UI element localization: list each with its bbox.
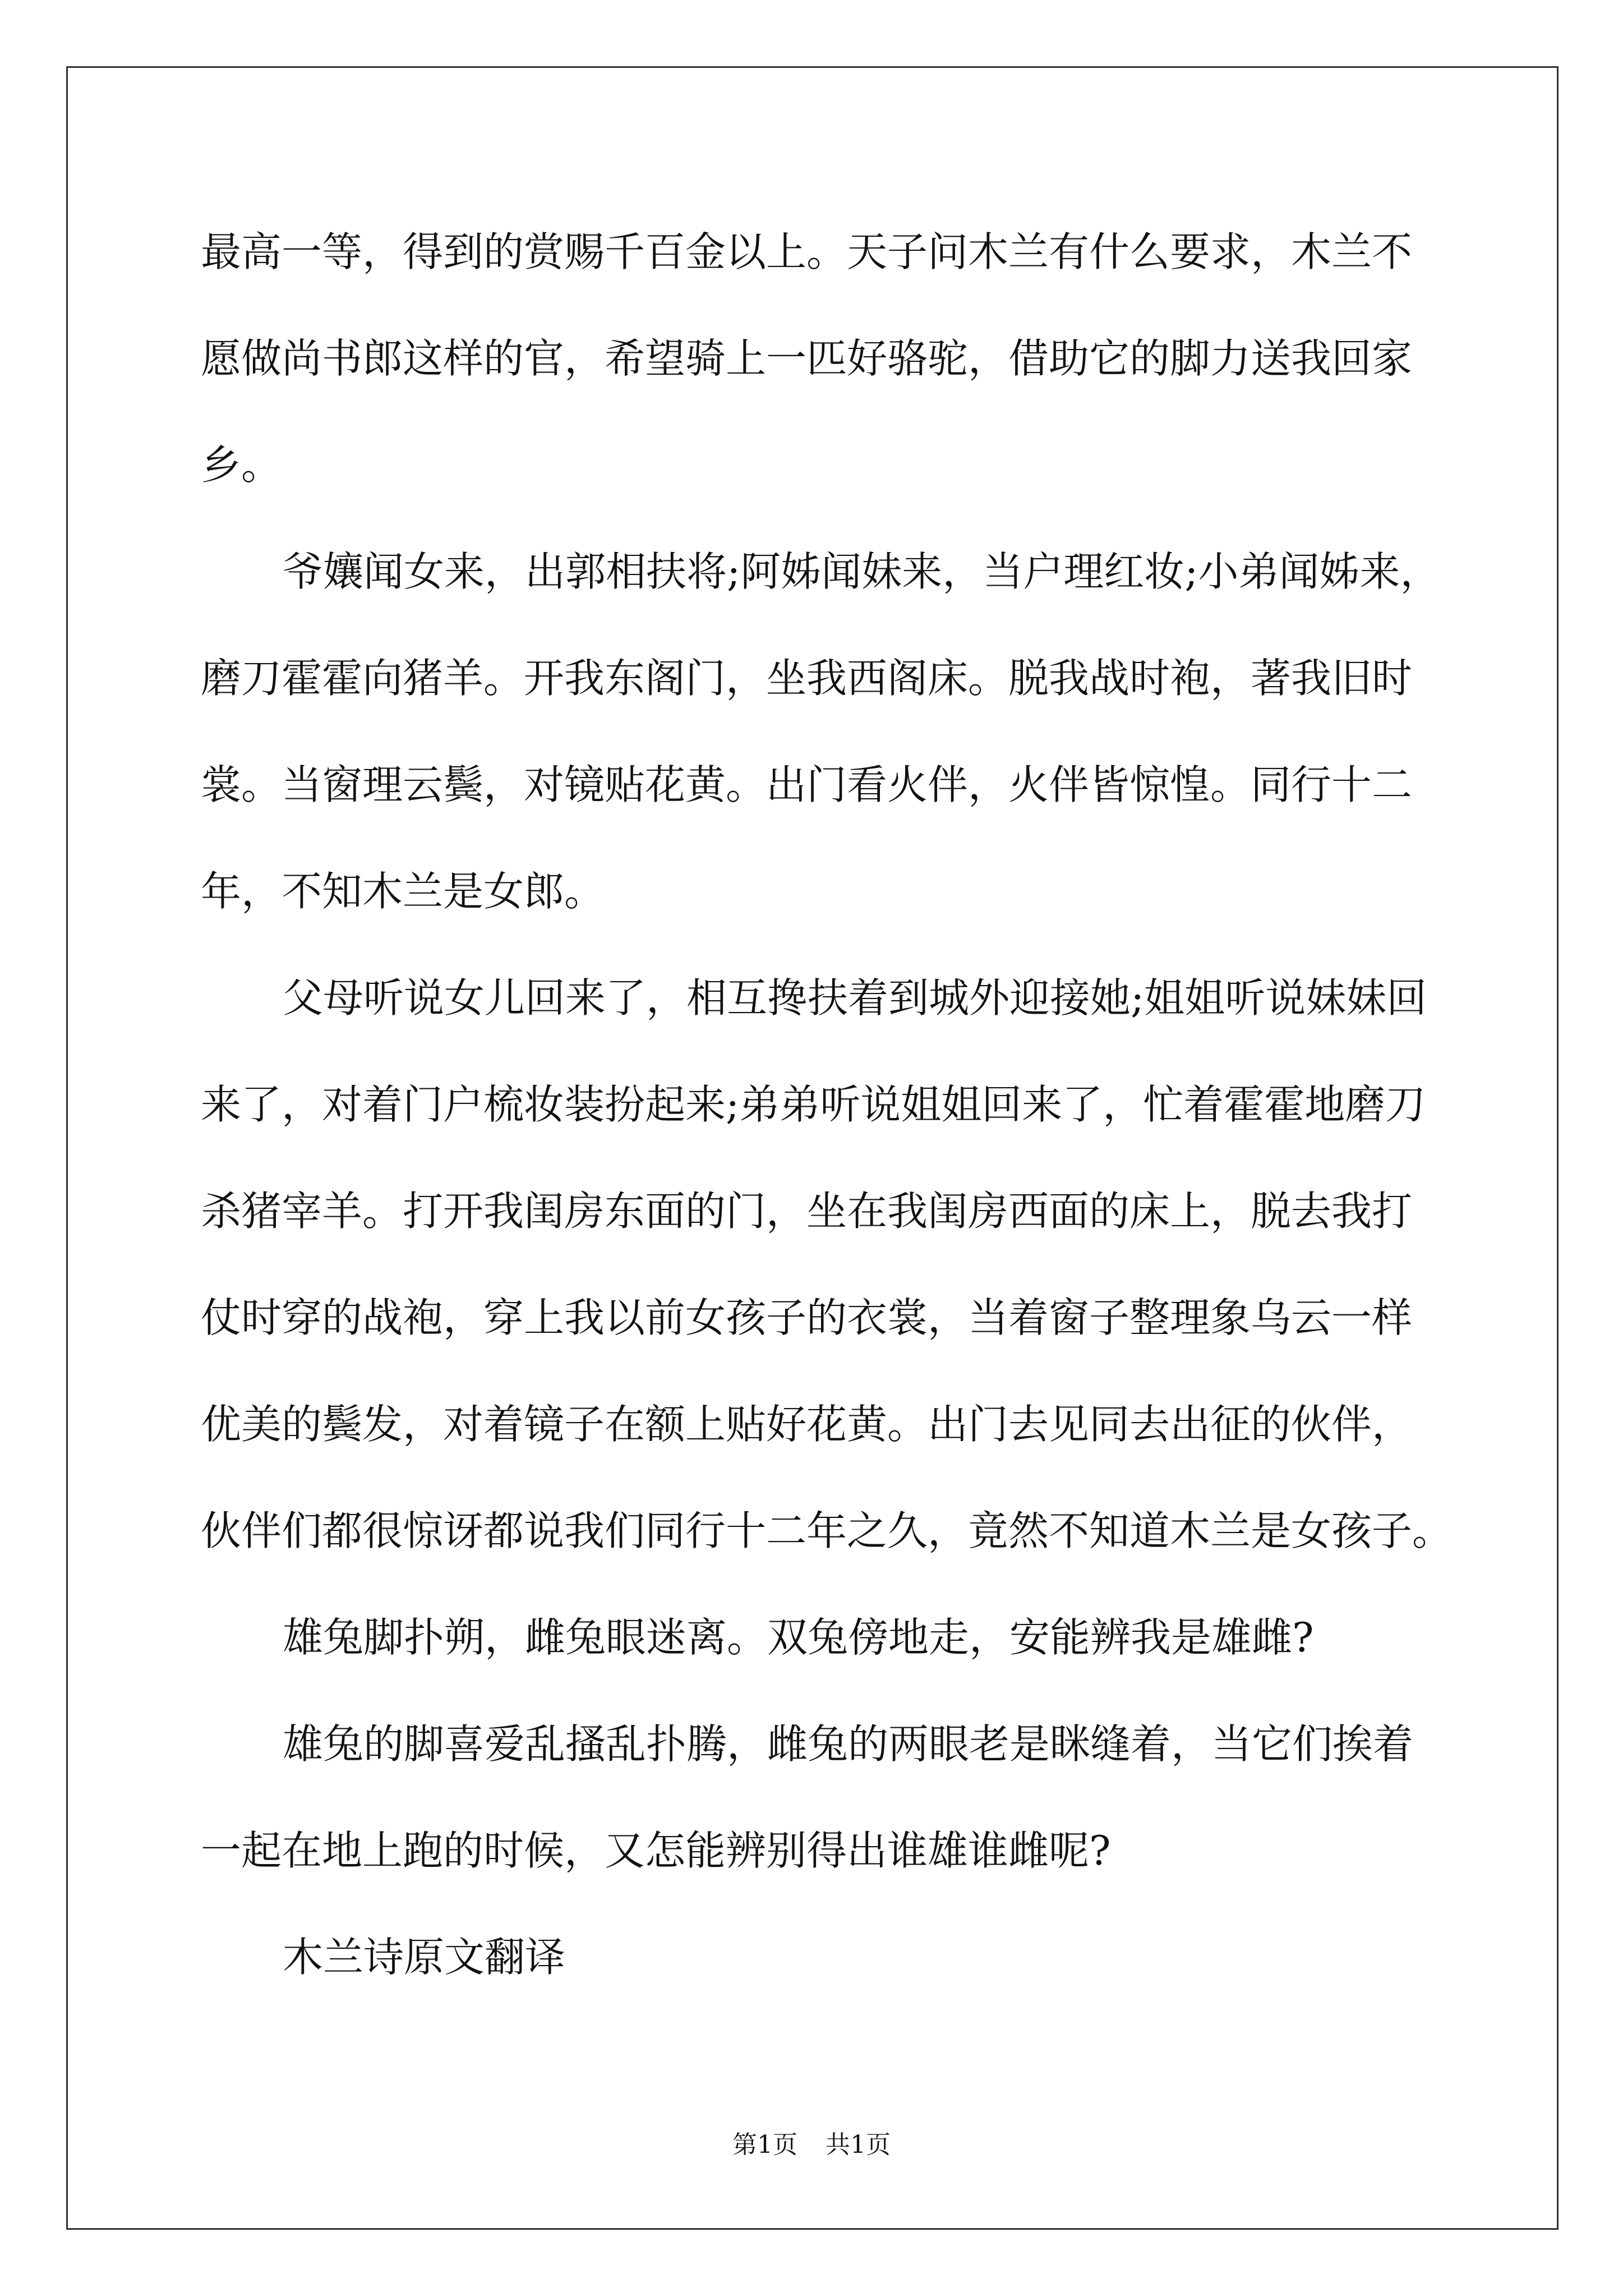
text-line: 杀猪宰羊。打开我闺房东面的门，坐在我闺房西面的床上，脱去我打	[201, 1188, 1413, 1235]
page-total: 共1页	[826, 2131, 891, 2159]
text-line: 最高一等，得到的赏赐千百金以上。天子问木兰有什么要求，木兰不	[201, 228, 1413, 275]
text-line: 仗时穿的战袍，穿上我以前女孩子的衣裳，当着窗子整理象乌云一样	[201, 1294, 1413, 1341]
text-line: 愿做尚书郎这样的官，希望骑上一匹好骆驼，借助它的脚力送我回家	[201, 335, 1413, 382]
paragraph-2	[201, 518, 1468, 945]
text-line: 雄兔的脚喜爱乱搔乱扑腾，雌兔的两眼老是眯缝着，当它们挨着	[283, 1720, 1414, 1768]
paragraph-5	[201, 1691, 1468, 1904]
text-line: 父母听说女儿回来了，相互搀扶着到城外迎接她;姐姐听说妹妹回	[283, 974, 1427, 1022]
text-line: 爷孃闻女来，出郭相扶将;阿姊闻妹来，当户理红妆;小弟闻姊来，	[283, 548, 1441, 595]
page-number: 第1页	[732, 2131, 797, 2159]
text-line: 乡。	[201, 441, 282, 489]
text-line: 雄兔脚扑朔，雌兔眼迷离。双兔傍地走，安能辨我是雄雌?	[283, 1614, 1314, 1661]
paragraph-3	[201, 945, 1468, 1584]
paragraph-1	[201, 199, 1468, 518]
text-line: 伙伴们都很惊讶都说我们同行十二年之久，竟然不知道木兰是女孩子。	[201, 1507, 1453, 1554]
document-body	[201, 199, 1468, 2010]
text-line: 年，不知木兰是女郎。	[201, 868, 605, 915]
text-line: 裳。当窗理云鬓，对镜贴花黄。出门看火伴，火伴皆惊惶。同行十二	[201, 761, 1413, 808]
page-footer	[0, 2128, 1623, 2162]
text-line: 一起在地上跑的时候，又怎能辨别得出谁雄谁雌呢?	[201, 1827, 1111, 1874]
text-line: 磨刀霍霍向猪羊。开我东阁门，坐我西阁床。脱我战时袍，著我旧时	[201, 655, 1413, 702]
paragraph-6	[201, 1904, 1468, 2010]
text-line: 优美的鬓发，对着镜子在额上贴好花黄。出门去见同去出征的伙伴，	[201, 1401, 1413, 1448]
text-line: 来了，对着门户梳妆装扮起来;弟弟听说姐姐回来了，忙着霍霍地磨刀	[201, 1081, 1426, 1128]
section-heading: 木兰诗原文翻译	[283, 1934, 566, 1981]
paragraph-4	[201, 1584, 1468, 1691]
